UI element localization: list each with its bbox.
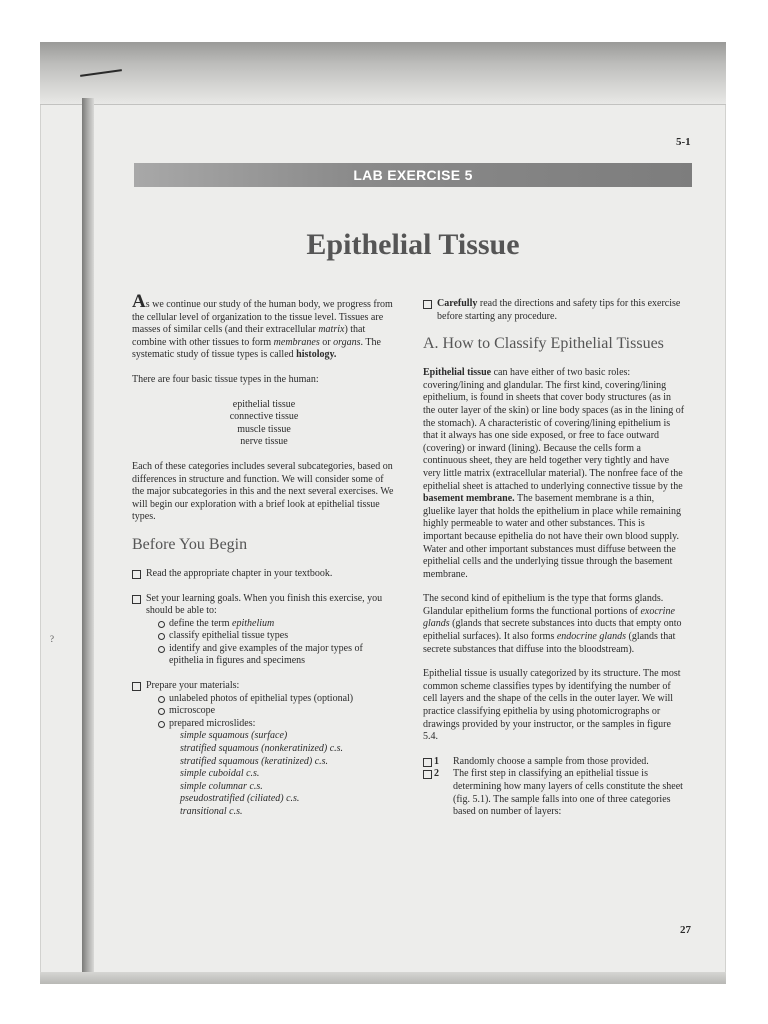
checklist-item-read: Read the appropriate chapter in your textbook. [132,568,396,581]
before-you-begin-heading: Before You Begin [132,535,248,553]
left-column [132,291,396,831]
microslide-list [146,730,396,818]
section-a-heading: A. How to Classify Epithelial Tissues [423,335,664,353]
lab-exercise-banner: LAB EXERCISE 5 [134,163,692,187]
four-types-lead: There are four basic tissue types in the human: [132,373,319,385]
page-number: 27 [680,924,691,936]
step-1: 1 Randomly choose a sample from those provided. [423,756,685,769]
step-number: 1 [434,755,439,767]
epithelial-roles-paragraph: Epithelial tissue can have either of two basic roles: covering/lining and glandular. The first kind, covering/lining epithelium, is found in sheets that cover body structures (as in the outer layer of the skin) or line body spaces (as in the lining of the stomach). A characteristic of covering/lining epithelium is that it always has one side exposed, or free to face outward (covering) or inward (lining). Because the cells form a continuous sheet, they are held together very tightly and have very little matrix (extracellular material). The nonfree face of the epithelial sheet is attached to underlying connective tissue by the basement membrane. The basement membrane is a thin, gluelike layer that holds the epithelium in place while remaining highly permeable to water and other substances. This is important because epithelia do not have their own blood supply. Water and other important substances must diffuse between the epithelial cells and the underlying tissue through the basement membrane. [423,367,685,580]
checkbox-icon [423,300,432,309]
list-item: unlabeled photos of epithelial types (optional) [158,693,396,706]
list-item: pseudostratified (ciliated) c.s. [180,793,300,805]
page-bottom-edge [40,972,726,984]
list-item: stratified squamous (keratinized) c.s. [180,755,329,767]
tissue-type-list [132,399,396,449]
checkbox-icon [423,758,432,767]
margin-mark: ? [50,634,54,644]
materials-list [146,693,396,731]
checklist-item-carefully: Carefully read the directions and safety tips for this exercise before starting any procedure. [423,298,685,323]
list-item: simple squamous (surface) [180,730,288,742]
list-item: prepared microslides: [158,718,396,731]
list-item: classify epithelial tissue types [158,630,396,643]
list-item: identify and give examples of the major types of epithelia in figures and specimens [158,643,396,668]
list-item: transitional c.s. [180,806,243,817]
list-item: simple columnar c.s. [180,780,263,792]
step-number: 2 [434,768,439,780]
goals-list [146,618,396,668]
page-code: 5-1 [676,136,691,148]
classification-paragraph: Epithelial tissue is usually categorized by its structure. The most common scheme classifies types by identifying the number of cell layers and the shape of the cells in the outer layer. We will practice classifying epithelia by using photomicrographs or drawings provided by your instructor, or the samples in figure 5.4. [423,668,681,743]
categories-paragraph: Each of these categories includes several subcategories, based on differences in structure and function. We will consider some of the major subcategories in this and the next several exercises. We will begin our exploration with a brief look at epithelial tissue types. [132,460,394,523]
list-item: epithelial tissue [232,398,296,410]
glandular-paragraph: The second kind of epithelium is the type that forms glands. Glandular epithelium forms the functional portions of exocrine glands (glands that secrete substances into ducts that empty onto epithelial surfaces). It also forms endocrine glands (glands that secrete substances that diffuse into the bloodstream). [423,593,682,655]
drop-cap: A [132,291,146,312]
book-spine-shadow [82,98,94,976]
list-item: connective tissue [229,411,299,423]
checkbox-icon [423,770,432,779]
checkbox-icon [132,682,141,691]
list-item: microscope [158,705,396,718]
checkbox-icon [132,570,141,579]
list-item: define the term epithelium [158,618,396,631]
intro-paragraph: As we continue our study of the human body, we progress from the cellular level of organization to the tissue level. Tissues are masses of similar cells (and their extracellular matrix) that combine with other tissues to form membranes or organs. The systematic study of tissue types is called histology. [132,291,393,361]
checklist-item-materials: Prepare your materials: unlabeled photos of epithelial types (optional) microscope prepared microslides: simple squamous (surface) stratified squamous (nonkeratinized) c.s. stratified squamous (keratinized) c.s. simple cuboidal c.s. simple columnar c.s. pseudostratified (ciliated) c.s. transitional c.s. [132,680,396,819]
right-column [423,298,685,819]
list-item: muscle tissue [237,423,291,435]
page-title: Epithelial Tissue [306,228,520,261]
checkbox-icon [132,595,141,604]
checklist-item-goals: Set your learning goals. When you finish this exercise, you should be able to: define the term epithelium classify epithelial tissue types identify and give examples of the major types of epithelia in figures and specimens [132,593,396,669]
list-item: nerve tissue [240,436,288,448]
step-2: 2 The first step in classifying an epithelial tissue is determining how many layers of cells constitute the sheet (fig. 5.1). The sample falls into one of three categories based on number of layers: [423,768,685,818]
list-item: simple cuboidal c.s. [180,768,260,780]
list-item: stratified squamous (nonkeratinized) c.s. [180,743,344,755]
page-top-curl [40,42,726,105]
